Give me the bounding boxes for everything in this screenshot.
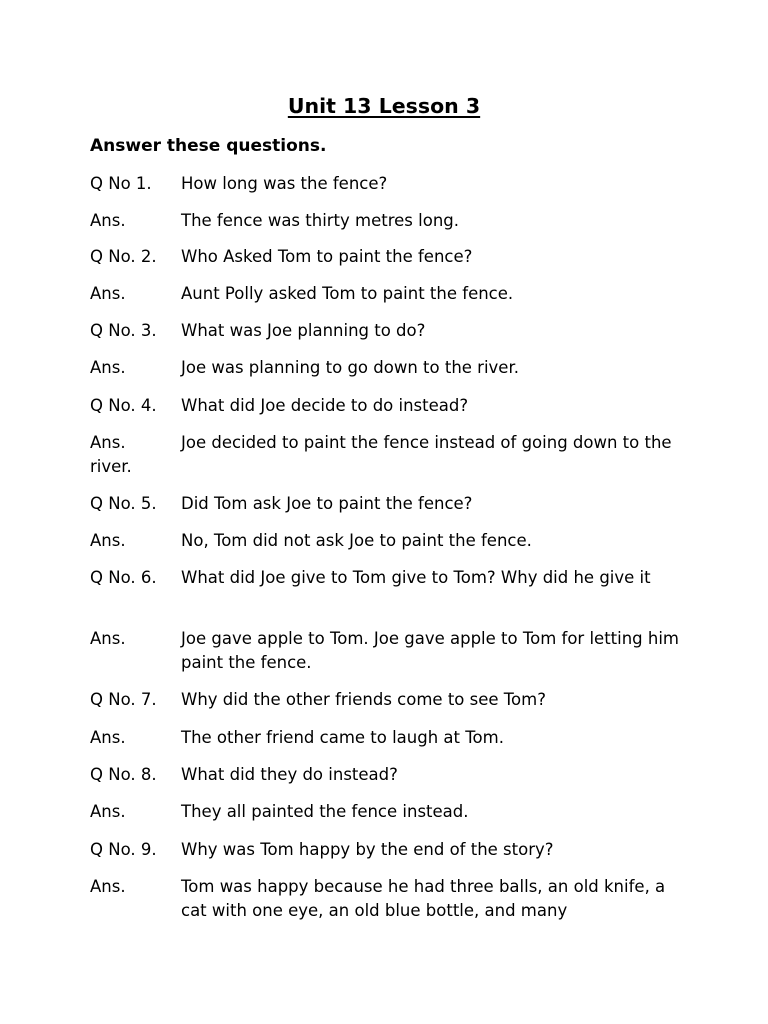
- question-8: [90, 763, 690, 787]
- entry-label: Ans.: [90, 802, 126, 821]
- page-title: Unit 13 Lesson 3: [287, 94, 481, 118]
- entry-label: Ans.: [90, 284, 126, 303]
- entry-label: Q No. 8.: [90, 765, 157, 784]
- entry-label: Ans.: [90, 358, 126, 377]
- entry-text: Joe decided to paint the fence instead of going down to the river.: [90, 433, 672, 476]
- entry-text: Tom was happy because he had three balls, an old knife, a cat with one eye, an old blue bottle, and many: [181, 877, 666, 920]
- answer-7: [90, 726, 690, 750]
- answer-6: [90, 627, 690, 675]
- answer-5: [90, 529, 690, 553]
- entry-label: Q No. 6.: [90, 568, 157, 587]
- entry-label: Ans.: [90, 629, 126, 648]
- question-5: [90, 492, 690, 516]
- question-3: [90, 319, 690, 343]
- entry-text: Why was Tom happy by the end of the story?: [181, 840, 554, 859]
- answer-3: [90, 356, 690, 380]
- entry-label: Ans.: [90, 877, 126, 896]
- entry-text: No, Tom did not ask Joe to paint the fence.: [181, 531, 532, 550]
- entry-label: Ans.: [90, 728, 126, 747]
- entry-label: Q No 1.: [90, 174, 152, 193]
- answer-8: [90, 800, 690, 824]
- instruction-heading: Answer these questions.: [90, 136, 327, 156]
- answer-9: [90, 875, 690, 923]
- entry-text: Aunt Polly asked Tom to paint the fence.: [181, 284, 514, 303]
- entry-text: What did Joe decide to do instead?: [181, 396, 469, 415]
- entry-text: What was Joe planning to do?: [181, 321, 426, 340]
- question-4: [90, 394, 690, 418]
- entry-text: What did Joe give to Tom give to Tom? Why did he give it: [181, 568, 651, 587]
- entry-label: Ans.: [90, 531, 126, 550]
- entry-text: Did Tom ask Joe to paint the fence?: [181, 494, 473, 513]
- question-6: [90, 566, 690, 590]
- entry-label: Q No. 5.: [90, 494, 157, 513]
- entry-label: Q No. 9.: [90, 840, 157, 859]
- question-7: [90, 688, 690, 712]
- entry-text: How long was the fence?: [181, 174, 388, 193]
- entry-label: Ans.: [90, 433, 126, 452]
- entry-label: Q No. 3.: [90, 321, 157, 340]
- question-2: [90, 245, 690, 269]
- answer-2: [90, 282, 690, 306]
- entry-text: Joe gave apple to Tom. Joe gave apple to Tom for letting him paint the fence.: [181, 629, 680, 672]
- entry-text: Who Asked Tom to paint the fence?: [181, 247, 473, 266]
- entry-label: Q No. 2.: [90, 247, 157, 266]
- entry-text: What did they do instead?: [181, 765, 398, 784]
- entry-label: Q No. 4.: [90, 396, 157, 415]
- question-9: [90, 838, 690, 862]
- answer-4: [90, 431, 690, 479]
- question-1: [90, 172, 690, 196]
- entry-text: Why did the other friends come to see Tom?: [181, 690, 546, 709]
- entry-text: The other friend came to laugh at Tom.: [181, 728, 504, 747]
- entry-label: Ans.: [90, 211, 126, 230]
- answer-1: [90, 209, 690, 233]
- entry-label: Q No. 7.: [90, 690, 157, 709]
- entry-text: They all painted the fence instead.: [181, 802, 469, 821]
- entry-text: Joe was planning to go down to the river.: [181, 358, 519, 377]
- entry-text: The fence was thirty metres long.: [181, 211, 460, 230]
